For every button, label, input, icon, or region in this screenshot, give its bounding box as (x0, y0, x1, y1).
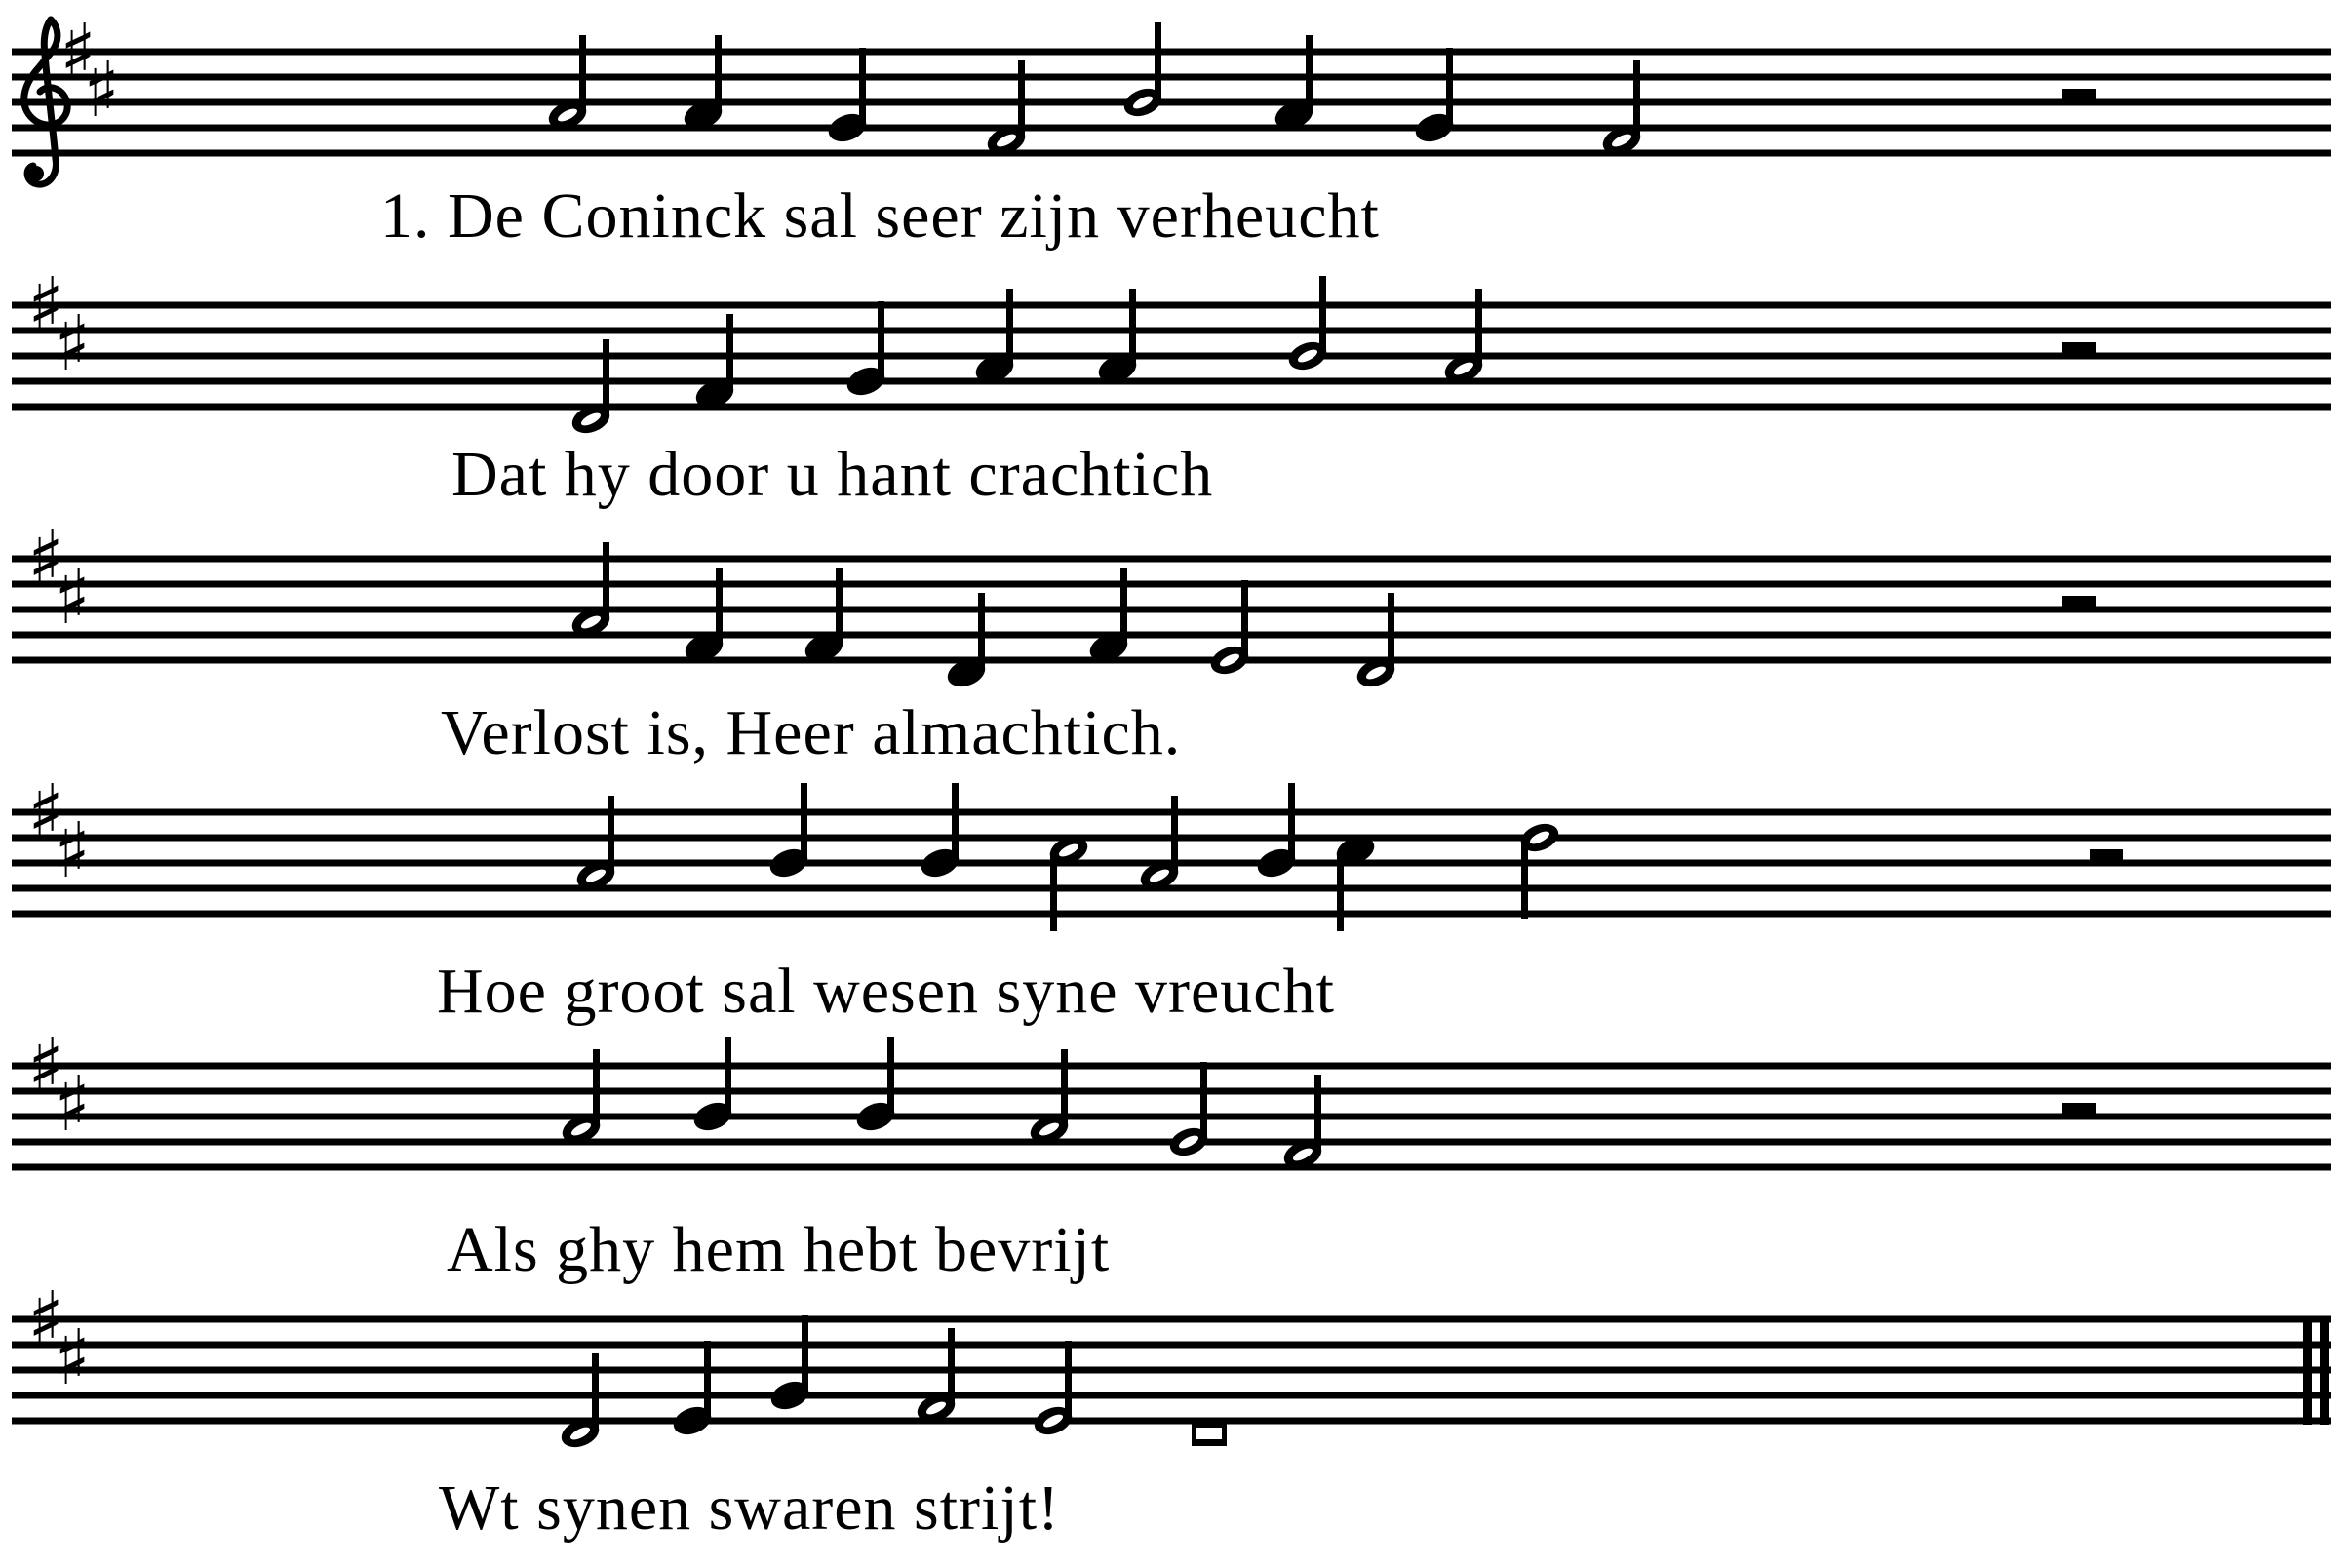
note-stem (725, 1037, 731, 1115)
sharp-icon: ♯ (59, 9, 97, 97)
note-d4-breve (1192, 1421, 1227, 1446)
breve-bar (1192, 1439, 1227, 1446)
note-stem (1288, 783, 1295, 861)
note-g4-quarter (1412, 48, 1458, 146)
note-e4-quarter (670, 1341, 716, 1439)
note-stem (1061, 1049, 1068, 1127)
staff-system-2 (12, 262, 2331, 438)
sharp-icon: ♯ (54, 807, 91, 895)
clef-dot (28, 166, 44, 181)
note-stem (978, 593, 985, 671)
rest (2090, 849, 2123, 861)
staff-line (12, 632, 2331, 639)
staff-line (12, 581, 2331, 588)
note-stem (1306, 35, 1313, 113)
note-b4-half (1120, 22, 1166, 121)
staff-line (12, 74, 2331, 81)
note-e4-half (1207, 580, 1253, 679)
note-stem (603, 339, 609, 417)
note-stem (603, 542, 609, 620)
note-stem (1337, 853, 1344, 931)
note-b4-quarter (766, 783, 812, 882)
staff-system-4 (12, 769, 2331, 931)
staff-line (12, 1392, 2331, 1399)
breve-side (1192, 1421, 1196, 1446)
sharp-icon: ♯ (54, 1314, 91, 1402)
breve-side (1222, 1421, 1227, 1446)
staff-line (12, 125, 2331, 132)
note-b4-half (1285, 276, 1331, 374)
note-g4-quarter (843, 301, 889, 400)
staff-line (12, 49, 2331, 56)
staff-system-5 (12, 1023, 2331, 1173)
staff-line (12, 99, 2331, 106)
note-stem (1200, 1062, 1207, 1140)
note-b4-quarter (1254, 783, 1300, 882)
note-stem (716, 568, 723, 646)
staff-system-1 (12, 9, 2331, 184)
note-stem (1065, 1341, 1072, 1419)
note-stem (726, 314, 733, 392)
note-stem (704, 1341, 711, 1419)
staff-line (12, 150, 2331, 157)
note-stem (592, 1353, 599, 1431)
rest (2062, 89, 2096, 100)
note-stem (1314, 1075, 1321, 1153)
note-stem (1241, 580, 1248, 658)
note-stem (1171, 796, 1178, 874)
staff-line (12, 1114, 2331, 1120)
staff-line (12, 353, 2331, 360)
note-stem (579, 35, 586, 113)
note-stem (887, 1037, 894, 1115)
staff-system-3 (12, 516, 2331, 691)
note-stem (801, 783, 807, 861)
lyric-line-4: Hoe groot sal wesen syne vreucht (437, 956, 1335, 1027)
lyric-line-5: Als ghy hem hebt bevrijt (447, 1214, 1111, 1285)
note-stem (1050, 853, 1057, 931)
staff-line (12, 1088, 2331, 1095)
note-stem (608, 796, 614, 874)
staff-line (12, 404, 2331, 411)
note-stem (1446, 48, 1453, 126)
note-stem (1521, 841, 1528, 919)
note-stem (802, 1315, 808, 1393)
final-barline (2303, 1316, 2312, 1425)
sharp-icon: ♯ (27, 1276, 64, 1364)
staff-line (12, 657, 2331, 664)
staff-line (12, 1418, 2331, 1425)
lyric-line-1: 1. De Coninck sal seer zijn verheucht (380, 180, 1380, 252)
sharp-icon: ♯ (54, 1061, 91, 1149)
note-stem (1633, 60, 1640, 138)
staff-line (12, 1164, 2331, 1171)
note-e4-half (1031, 1341, 1077, 1439)
note-stem (1319, 276, 1326, 354)
sharp-icon: ♯ (27, 262, 64, 350)
staff-system-6 (12, 1276, 2331, 1452)
staff-line (12, 885, 2331, 892)
staff-line (12, 328, 2331, 334)
staff-line (12, 1342, 2331, 1349)
staff-line (12, 556, 2331, 563)
note-d5-half (1517, 819, 1563, 919)
note-stem (715, 35, 722, 113)
lyric-line-6: Wt synen swaren strijt! (439, 1472, 1061, 1544)
sharp-icon: ♯ (27, 516, 64, 604)
note-g4-quarter (767, 1315, 813, 1414)
lyric-line-3: Verlost is, Heer almachtich. (441, 697, 1182, 768)
note-b4-quarter (853, 1037, 899, 1135)
staff-line (12, 1367, 2331, 1374)
note-stem (878, 301, 884, 379)
note-stem (859, 48, 866, 126)
sharp-icon: ♯ (83, 47, 120, 135)
note-b4-quarter (918, 783, 963, 882)
rest (2062, 342, 2096, 354)
staff-line (12, 1063, 2331, 1070)
final-barline (2320, 1316, 2329, 1425)
sharp-icon: ♯ (54, 554, 91, 642)
note-stem (1120, 568, 1127, 646)
staff-line (12, 607, 2331, 613)
note-stem (1475, 289, 1482, 367)
note-stem (1129, 289, 1136, 367)
staff-line (12, 1316, 2331, 1323)
note-stem (1018, 60, 1025, 138)
staff-line (12, 378, 2331, 385)
note-stem (952, 783, 959, 861)
sharp-icon: ♯ (27, 769, 64, 857)
rest (2062, 1103, 2096, 1115)
sharp-icon: ♯ (27, 1023, 64, 1111)
note-stem (1388, 593, 1394, 671)
note-stem (1155, 22, 1161, 100)
breve-bar (1192, 1421, 1227, 1428)
note-stem (836, 568, 843, 646)
note-stem (593, 1049, 600, 1127)
staff-line (12, 911, 2331, 918)
note-stem (948, 1328, 955, 1406)
note-g4-half (1166, 1062, 1212, 1160)
note-stem (1006, 289, 1013, 367)
note-g4-quarter (825, 48, 871, 146)
sharp-icon: ♯ (54, 300, 91, 388)
lyric-line-2: Dat hy door u hant crachtich (451, 439, 1214, 510)
rest (2062, 596, 2096, 608)
staff-line (12, 302, 2331, 309)
note-b4-quarter (690, 1037, 736, 1135)
